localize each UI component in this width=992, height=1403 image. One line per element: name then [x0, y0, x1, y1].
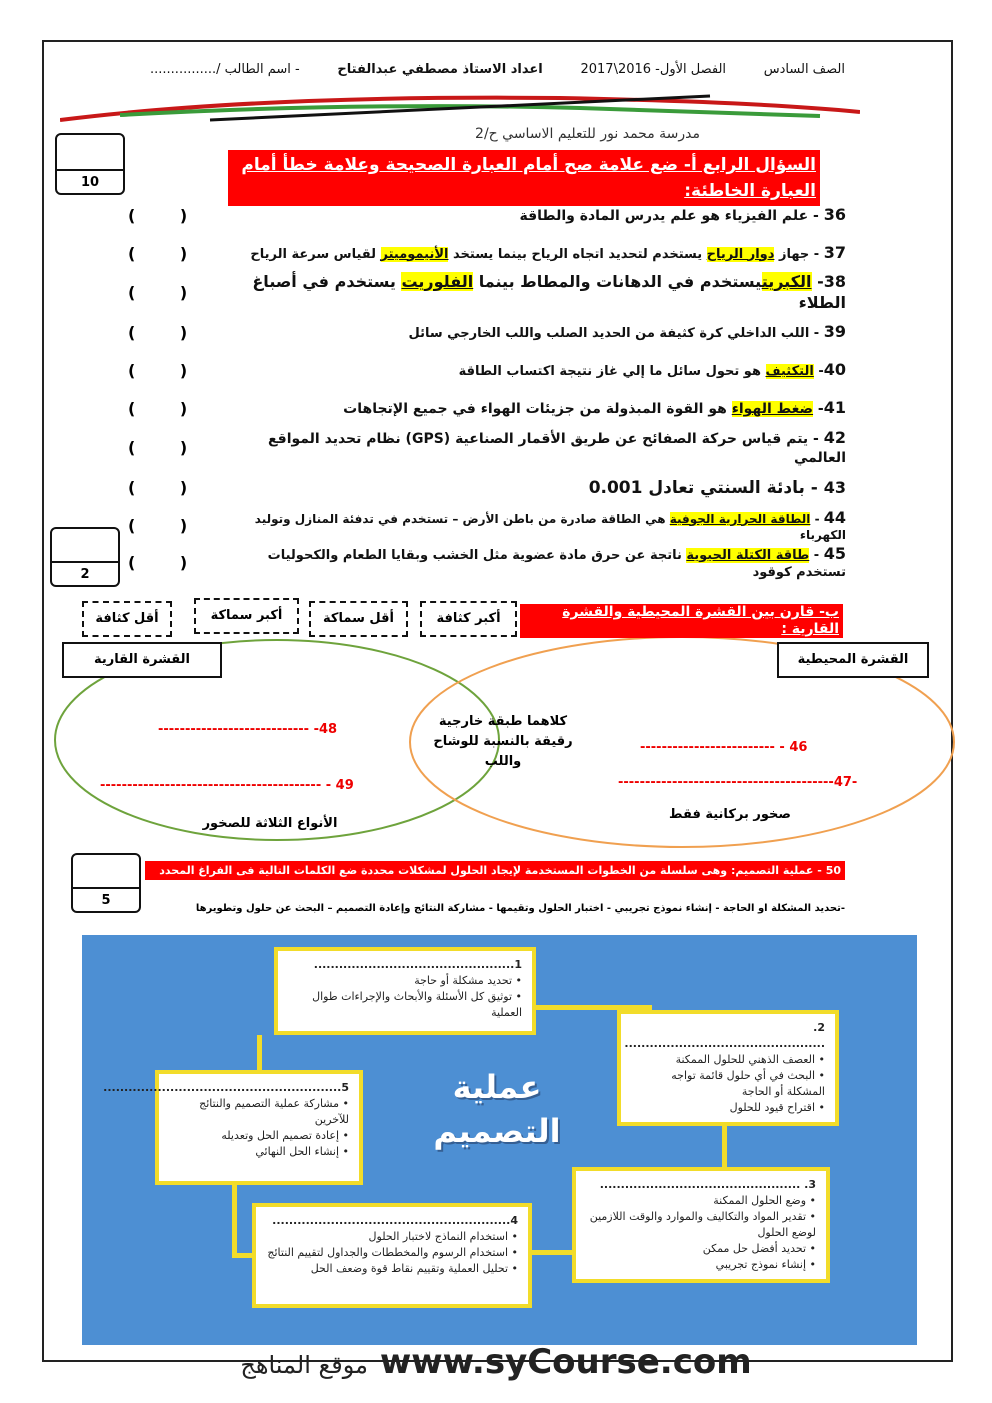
question-text: هو تحول سائل ما إلي غاز نتيجة اكتساب الطاقة — [458, 364, 766, 380]
design-process-title: عملية التصميم — [433, 1068, 561, 1150]
shared-trait: كلاهما طبقة خارجية رقيقة بالنسبة للوشاح واللب — [433, 714, 573, 769]
question-text: - — [811, 272, 824, 291]
question-44 — [214, 508, 846, 544]
footer-label: موقع المناهج — [240, 1351, 369, 1379]
question-text: - بادئة السنتي تعادل 0.001 — [588, 477, 824, 498]
question-text: يستخدم في أصباغ الطلاء — [252, 272, 846, 312]
option-less-density: أقل كثافة — [82, 601, 172, 637]
question-number: 43 — [823, 477, 846, 497]
question-row — [128, 468, 846, 508]
continental-crust-label: القشرة القارية — [62, 642, 222, 678]
highlighted-term: الطاقة الحرارية الجوفية — [669, 511, 811, 526]
question-text: - اللب الداخلي كرة كثيفة من الحديد الصلب واللب الخارجي سائل — [408, 326, 824, 342]
question-row — [128, 428, 846, 468]
answer-blank[interactable]: ( ) — [128, 243, 188, 263]
highlighted-term: ضغط الهواء — [731, 401, 814, 418]
question-number: 40 — [823, 360, 846, 380]
question-number: 38 — [823, 272, 846, 291]
question-text: هي الطاقة صادرة من باطن الأرض – تستخدم في تدفئة المنازل وتوليد الكهرباء — [254, 511, 846, 543]
highlighted-term: التكثيف — [765, 364, 814, 380]
oceanic-fact: صخور بركانية فقط — [669, 807, 791, 822]
highlighted-term: دوار الرياح — [706, 246, 775, 262]
author: اعداد الاستاذ مصطفي عبدالفتاح — [337, 62, 543, 77]
question-row — [128, 196, 846, 234]
blank-46[interactable]: ------------------------- - 46 — [640, 740, 808, 755]
question-row — [128, 272, 846, 314]
question-text: - علم الفيزياء هو علم يدرس المادة والطاقة — [519, 207, 824, 224]
step-box-4: 4......................................................... • استخدام النماذج لاختبار الحلول • استخدام الرسوم والمخططات والجداول لتقييم النتائج • تحليل العملية وتقييم نقاط قوة وضعف الحل — [252, 1203, 532, 1308]
continental-fact: الأنواع الثلاثة للصخور — [202, 816, 338, 831]
answer-blank[interactable]: ( ) — [128, 438, 188, 458]
answer-blank[interactable]: ( ) — [128, 205, 188, 225]
term: الفصل الأول- 2016\2017 — [580, 62, 727, 77]
question-number: 44 — [823, 507, 846, 527]
question-number: 37 — [823, 242, 846, 262]
blank-48[interactable]: ---------------------------- -48 — [158, 722, 338, 737]
question-row — [128, 314, 846, 352]
score-box-b: 2 — [50, 527, 120, 587]
question-text: يستخدم في الدهانات والمطاط بينما — [473, 272, 762, 291]
question-row — [128, 508, 846, 544]
watermark-footer — [0, 1342, 992, 1382]
student-name: - اسم الطالب /................ — [150, 62, 300, 77]
step-box-2: 2. ................................................ • العصف الذهني للحلول الممكنة • البحث في أي حلول قائمة تواجه المشكلة أو الحاجة • اقتراح قيود للحلول — [617, 1010, 839, 1126]
question-row — [128, 544, 846, 582]
highlighted-term: طاقة الكتلة الحيوية — [686, 547, 810, 563]
option-less-thickness: أقل سماكة — [309, 601, 408, 637]
question-39 — [214, 322, 846, 343]
highlighted-term: الكبريت — [761, 272, 812, 291]
question-text: - يتم قياس حركة الصفائح عن طريق الأقمار الصناعية (GPS) نظام تحديد المواقع العالمي — [267, 431, 846, 466]
school-logo-banner — [60, 90, 860, 144]
question-number: 45 — [823, 543, 846, 563]
answer-blank[interactable]: ( ) — [128, 323, 188, 343]
question-43 — [214, 477, 846, 499]
header-row — [150, 62, 845, 77]
question-text: هو القوة المبذولة من جزيئات الهواء في جميع الإتجاهات — [343, 401, 732, 418]
question-50-title: 50 - عملية التصميم: وهى سلسلة من الخطوات المستخدمة لإيجاد الحلول لمشكلات محددة ضع الكلمات التالية فى الفراغ المحدد — [145, 861, 845, 880]
blank-47[interactable]: ----------------------------------------47- — [618, 775, 858, 790]
school-name: مدرسة محمد نور للتعليم الاساسي ح/2 — [475, 126, 700, 142]
question-45 — [214, 544, 846, 582]
true-false-questions — [128, 196, 846, 582]
question-42 — [214, 428, 846, 467]
footer-site: www.syCourse.com — [379, 1342, 752, 1382]
answer-blank[interactable]: ( ) — [128, 516, 188, 536]
answer-blank[interactable]: ( ) — [128, 478, 188, 498]
question-number: 41 — [823, 398, 846, 418]
blank-49[interactable]: ----------------------------------------- - 49 — [100, 778, 354, 793]
question-text: - جهاز — [774, 246, 824, 262]
question-36 — [214, 205, 846, 226]
score-box-a: 10 — [55, 133, 125, 195]
grade: الصف السادس — [763, 62, 845, 77]
option-higher-density: أكبر كثافة — [420, 601, 517, 637]
step-box-3: 3. ................................................ • وضع الحلول الممكنة • تقدير المواد والتكاليف والموارد والوقت اللازمين لوضع الحلول • تحديد أفضل حل ممكن • إنشاء نموذج تجريبي — [572, 1167, 830, 1283]
question-text: - — [813, 401, 824, 418]
section-a-title: السؤال الرابع أ- ضع علامة صح أمام العبارة الصحيحة وعلامة خطأ أمام العبارة الخاطئة: — [228, 150, 820, 206]
question-text: ناتجة عن حرق مادة عضوية مثل الخشب وبقايا الطعام والكحوليات تستخدم كوقود — [267, 547, 846, 580]
highlighted-term: الفلوريت — [401, 272, 474, 291]
question-text: يستخدم لتحديد اتجاه الرياح بينما يستخد — [448, 246, 707, 262]
question-38 — [214, 272, 846, 314]
answer-blank[interactable]: ( ) — [128, 553, 188, 573]
option-greater-thickness: أكبر سماكة — [194, 598, 299, 634]
word-bank: -تحديد المشكلة او الحاجة - إنشاء نموذج تجريبي - اختبار الحلول وتقيمها - مشاركة النتائج وإعادة التصميم – البحث عن حلول وتطويرها — [195, 903, 845, 914]
design-process-diagram — [82, 935, 917, 1345]
question-text: لقياس سرعة الرياح — [250, 246, 381, 262]
question-40 — [214, 360, 846, 381]
question-text: - — [813, 364, 824, 380]
question-number: 36 — [823, 204, 846, 224]
answer-blank[interactable]: ( ) — [128, 361, 188, 381]
question-row — [128, 390, 846, 428]
highlighted-term: الأنيموميتر — [380, 246, 449, 262]
section-b-title: ب- قارن بين القشرة المحيطية والقشرة القارية : — [520, 604, 843, 638]
answer-blank[interactable]: ( ) — [128, 399, 188, 419]
score-box-c: 5 — [71, 853, 141, 913]
question-41 — [214, 398, 846, 419]
oceanic-crust-label: القشرة المحيطية — [777, 642, 929, 678]
question-row — [128, 234, 846, 272]
step-box-5: 5......................................................... • مشاركة عملية التصميم والنتائج للآخرين • إعادة تصميم الحل وتعديله • إنشاء الحل النهائي — [155, 1070, 363, 1185]
question-row — [128, 352, 846, 390]
question-number: 39 — [823, 322, 846, 342]
step-box-1: 1................................................ • تحديد مشكلة أو حاجة • توثيق كل الأسئلة والأبحاث والإجراءات طوال العملية — [274, 947, 536, 1035]
question-number: 42 — [823, 428, 846, 448]
question-37 — [214, 243, 846, 264]
question-text: - — [810, 511, 824, 526]
answer-blank[interactable]: ( ) — [128, 283, 188, 303]
question-text: - — [809, 547, 824, 563]
